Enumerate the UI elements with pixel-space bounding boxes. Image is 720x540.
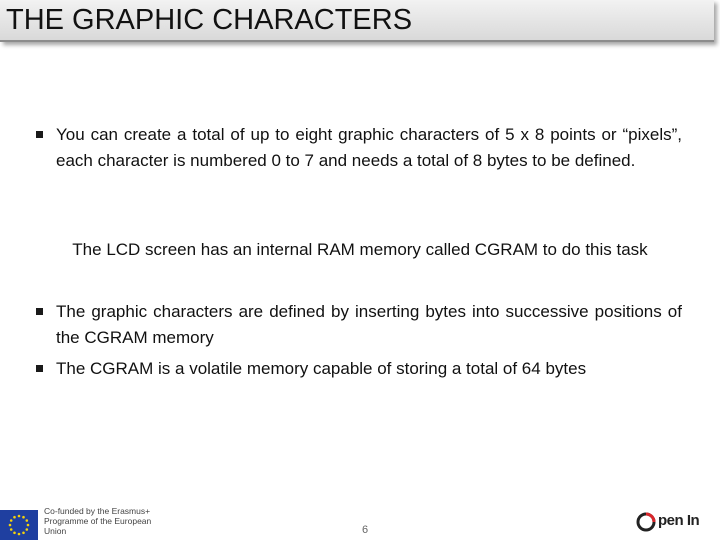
center-statement: The LCD screen has an internal RAM memory called CGRAM to do this task xyxy=(72,240,648,259)
eu-flag-icon xyxy=(0,510,38,540)
bullet-item-2 xyxy=(36,299,682,351)
title-bar xyxy=(0,0,714,42)
eu-cofunded-text: Co-funded by the Erasmus+ Programme of the European Union xyxy=(44,506,152,536)
bullet-item-3 xyxy=(36,356,682,382)
bullet-text-2: The graphic characters are defined by inserting bytes into successive positions of the CGRAM memory xyxy=(56,302,682,347)
eu-stars-icon xyxy=(0,510,38,540)
bullet-square-icon xyxy=(36,308,43,315)
bullet-text-3: The CGRAM is a volatile memory capable of storing a total of 64 bytes xyxy=(56,359,587,378)
bullet-text-1: You can create a total of up to eight graphic characters of 5 x 8 points or “pixels”, each character is numbered 0 to 7 and needs a total of 8 bytes to be defined. xyxy=(56,125,682,170)
open-in-logo xyxy=(636,510,716,536)
slide-title: THE GRAPHIC CHARACTERS xyxy=(6,4,413,36)
eu-cofunded-logo xyxy=(0,502,160,540)
bullet-square-icon xyxy=(36,365,43,372)
bullet-square-icon xyxy=(36,131,43,138)
bullet-item-1 xyxy=(36,122,682,174)
page-number: 6 xyxy=(361,524,369,536)
open-in-logo-text: pen In xyxy=(658,512,700,529)
open-in-o-icon xyxy=(636,512,656,532)
